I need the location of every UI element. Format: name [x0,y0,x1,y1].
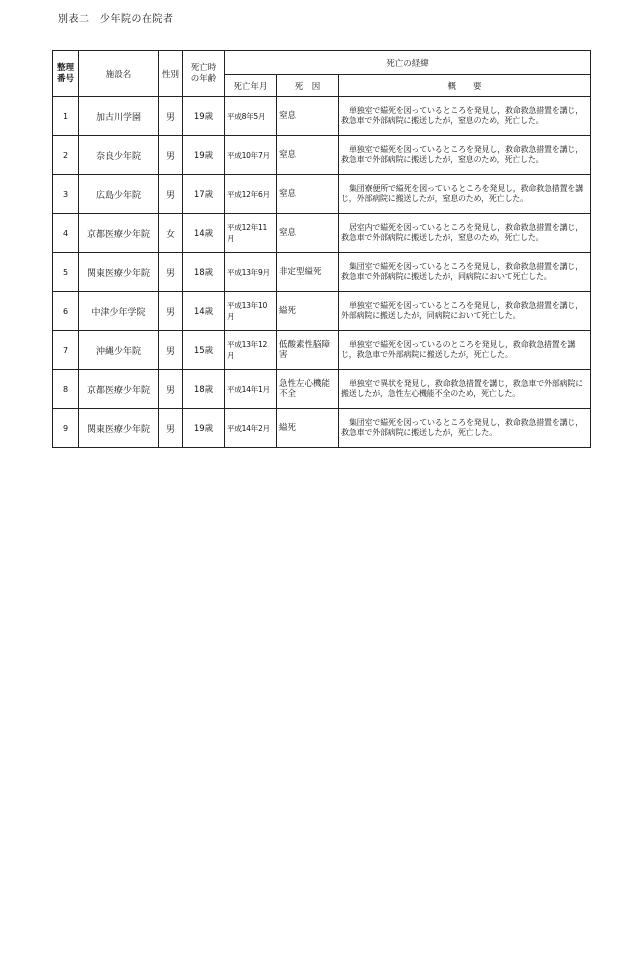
header-summary-label: 概 要 [447,81,482,92]
cell-death-date: 平成12年11月 [225,214,277,253]
table-row [53,292,591,331]
header-age [183,51,225,97]
cell-cause: 非定型縊死 [277,253,339,292]
table-row [53,136,591,175]
document-title: 別表二 少年院の在院者 [58,14,174,25]
header-death-date-label: 死亡年月 [233,81,268,92]
table-row [53,175,591,214]
cell-number: 1 [53,97,79,136]
cell-facility: 広島少年院 [79,175,159,214]
header-cause-label: 死 因 [294,81,321,92]
table-header [53,51,591,97]
cell-number: 2 [53,136,79,175]
header-facility-label: 施設名 [105,69,132,80]
cell-cause: 急性左心機能不全 [277,370,339,409]
cell-cause: 窒息 [277,136,339,175]
cell-age: 18歳 [183,253,225,292]
cell-facility: 関東医療少年院 [79,253,159,292]
cell-number: 4 [53,214,79,253]
cell-number: 7 [53,331,79,370]
cell-sex: 女 [159,214,183,253]
cell-sex: 男 [159,136,183,175]
cell-number: 5 [53,253,79,292]
cell-summary: 集団室で縊死を図っているところを発見し，救命救急措置を講じ，救急車で外部病院に搬送したが，死亡した。 [339,409,591,448]
cell-cause: 縊死 [277,409,339,448]
header-death-date [225,75,277,97]
cell-number: 8 [53,370,79,409]
cell-death-date: 平成8年5月 [225,97,277,136]
cell-facility: 京都医療少年院 [79,214,159,253]
cell-death-date: 平成12年6月 [225,175,277,214]
cell-death-date: 平成14年2月 [225,409,277,448]
cell-summary: 集団寮便所で縊死を図っているところを発見し，救命救急措置を講じ，外部病院に搬送したが，窒息のため，死亡した。 [339,175,591,214]
cell-death-date: 平成13年10月 [225,292,277,331]
cell-summary: 単独室で異状を発見し，救命救急措置を講じ，救急車で外部病院に搬送したが，急性左心機能不全のため，死亡した。 [339,370,591,409]
header-cause [277,75,339,97]
cell-summary: 単独室で縊死を図っているところを発見し，救命救急措置を講じ，救急車で外部病院に搬送したが，窒息のため，死亡した。 [339,136,591,175]
cell-sex: 男 [159,370,183,409]
table-row [53,409,591,448]
cell-age: 17歳 [183,175,225,214]
cell-facility: 奈良少年院 [79,136,159,175]
table-row [53,253,591,292]
header-sex-label: 性別 [161,69,179,80]
cell-age: 19歳 [183,409,225,448]
deaths-table [52,50,591,448]
header-number-label: 整理 番号 [56,62,74,84]
cell-sex: 男 [159,175,183,214]
cell-sex: 男 [159,97,183,136]
cell-age: 19歳 [183,136,225,175]
cell-cause: 窒息 [277,175,339,214]
cell-age: 14歳 [183,292,225,331]
header-process [225,51,591,75]
cell-sex: 男 [159,253,183,292]
cell-sex: 男 [159,292,183,331]
cell-death-date: 平成14年1月 [225,370,277,409]
header-sex [159,51,183,97]
cell-death-date: 平成13年12月 [225,331,277,370]
cell-summary: 単独室で縊死を図っているところを発見し，救命救急措置を講じ，外部病院に搬送したが，同病院において死亡した。 [339,292,591,331]
cell-facility: 加古川学園 [79,97,159,136]
cell-cause: 窒息 [277,97,339,136]
cell-summary: 居室内で縊死を図っているところを発見し，救命救急措置を講じ，救急車で外部病院に搬送したが，窒息のため，死亡した。 [339,214,591,253]
cell-age: 18歳 [183,370,225,409]
cell-age: 14歳 [183,214,225,253]
header-process-label: 死亡の経緯 [386,58,429,69]
cell-facility: 沖縄少年院 [79,331,159,370]
cell-facility: 関東医療少年院 [79,409,159,448]
header-summary [339,75,591,97]
cell-summary: 単独室で縊死を図っているのところを発見し，救命救急措置を講じ，救急車で外部病院に搬送したが，死亡した。 [339,331,591,370]
cell-sex: 男 [159,331,183,370]
cell-number: 3 [53,175,79,214]
table-row [53,370,591,409]
table-body [53,97,591,448]
cell-facility: 中津少年学院 [79,292,159,331]
cell-summary: 単独室で縊死を図っているところを発見し，救命救急措置を講じ，救急車で外部病院に搬送したが，窒息のため，死亡した。 [339,97,591,136]
cell-cause: 窒息 [277,214,339,253]
cell-death-date: 平成10年7月 [225,136,277,175]
cell-age: 15歳 [183,331,225,370]
cell-summary: 集団室で縊死を図っているところを発見し，救命救急措置を講じ，救急車で外部病院に搬送したが，同病院において死亡した。 [339,253,591,292]
cell-cause: 縊死 [277,292,339,331]
cell-cause: 低酸素性脳障害 [277,331,339,370]
cell-sex: 男 [159,409,183,448]
table-row [53,331,591,370]
header-facility [79,51,159,97]
table-row [53,214,591,253]
cell-number: 6 [53,292,79,331]
cell-death-date: 平成13年9月 [225,253,277,292]
cell-facility: 京都医療少年院 [79,370,159,409]
cell-number: 9 [53,409,79,448]
header-age-label: 死亡時 の年齢 [190,62,217,84]
header-number [53,51,79,97]
cell-age: 19歳 [183,97,225,136]
table-row [53,97,591,136]
